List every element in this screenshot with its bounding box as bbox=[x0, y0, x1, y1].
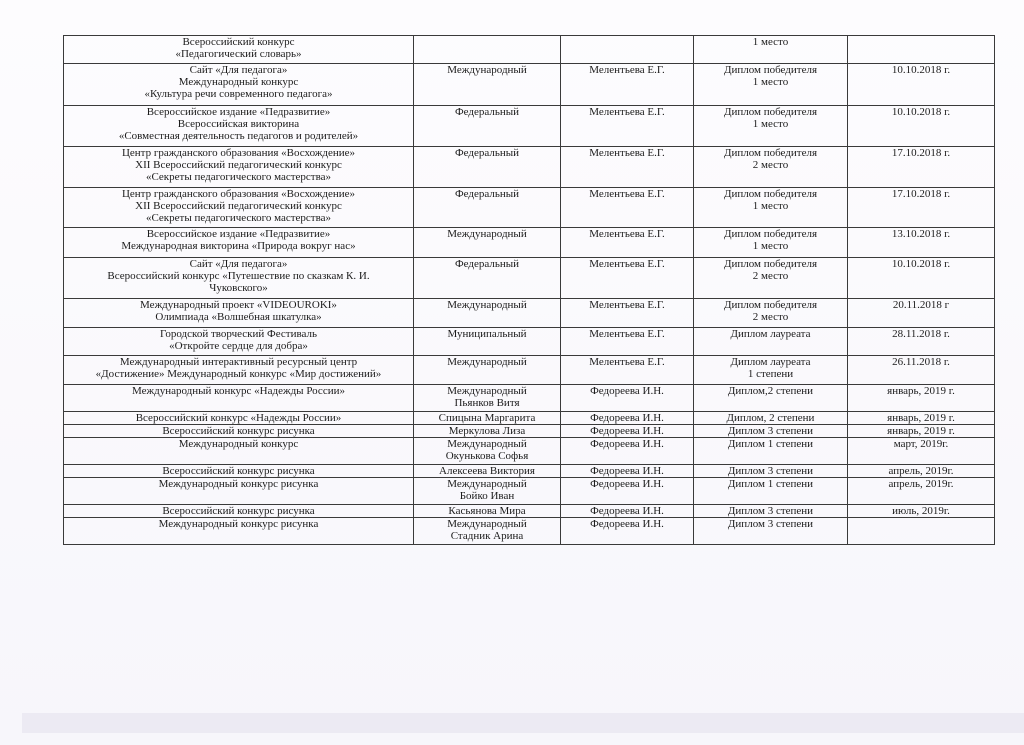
cell-event: Всероссийский конкурс «Педагогический словарь» bbox=[64, 36, 414, 64]
cell-date: апрель, 2019г. bbox=[848, 478, 995, 505]
table-row bbox=[64, 356, 995, 385]
cell-level: Федеральный bbox=[414, 106, 561, 147]
cell-date: июль, 2019г. bbox=[848, 505, 995, 518]
cell-result: Диплом победителя 2 место bbox=[694, 147, 848, 188]
cell-date: 10.10.2018 г. bbox=[848, 64, 995, 106]
cell-leader: Мелентьева Е.Г. bbox=[561, 356, 694, 385]
cell-date: март, 2019г. bbox=[848, 438, 995, 465]
table-row bbox=[64, 438, 995, 465]
cell-leader: Федореева И.Н. bbox=[561, 412, 694, 425]
cell-result: Диплом победителя 2 место bbox=[694, 299, 848, 328]
cell-level: Международный bbox=[414, 299, 561, 328]
cell-leader: Мелентьева Е.Г. bbox=[561, 106, 694, 147]
cell-date bbox=[848, 36, 995, 64]
table-row bbox=[64, 425, 995, 438]
cell-event: Центр гражданского образования «Восхождение» XII Всероссийский педагогический конкурс «Секреты педагогического мастерства» bbox=[64, 147, 414, 188]
cell-leader: Федореева И.Н. bbox=[561, 505, 694, 518]
cell-leader: Федореева И.Н. bbox=[561, 478, 694, 505]
cell-level: Спицына Маргарита bbox=[414, 412, 561, 425]
cell-result: Диплом победителя 1 место bbox=[694, 188, 848, 228]
cell-level bbox=[414, 36, 561, 64]
cell-level: Муниципальный bbox=[414, 328, 561, 356]
cell-date: 10.10.2018 г. bbox=[848, 106, 995, 147]
cell-event: Центр гражданского образования «Восхождение» XII Всероссийский педагогический конкурс «Секреты педагогического мастерства» bbox=[64, 188, 414, 228]
cell-event: Международный конкурс bbox=[64, 438, 414, 465]
scan-edge-strip bbox=[22, 713, 1024, 733]
cell-result: Диплом победителя 1 место bbox=[694, 64, 848, 106]
cell-result: Диплом 3 степени bbox=[694, 425, 848, 438]
cell-result: Диплом 3 степени bbox=[694, 465, 848, 478]
table-row bbox=[64, 106, 995, 147]
cell-level: Международный Бойко Иван bbox=[414, 478, 561, 505]
cell-event: Международный проект «VIDEOUROKI» Олимпиада «Волшебная шкатулка» bbox=[64, 299, 414, 328]
cell-result: Диплом победителя 2 место bbox=[694, 258, 848, 299]
cell-level: Международный bbox=[414, 228, 561, 258]
table-row bbox=[64, 147, 995, 188]
cell-event: Международный интерактивный ресурсный центр «Достижение» Международный конкурс «Мир достижений» bbox=[64, 356, 414, 385]
cell-event: Международный конкурс рисунка bbox=[64, 518, 414, 545]
cell-level: Международный bbox=[414, 356, 561, 385]
cell-result: Диплом лауреата 1 степени bbox=[694, 356, 848, 385]
table-row bbox=[64, 518, 995, 545]
cell-leader: Мелентьева Е.Г. bbox=[561, 147, 694, 188]
cell-leader: Федореева И.Н. bbox=[561, 465, 694, 478]
awards-table bbox=[63, 35, 995, 545]
cell-result: Диплом,2 степени bbox=[694, 385, 848, 412]
table-row bbox=[64, 299, 995, 328]
cell-leader: Мелентьева Е.Г. bbox=[561, 64, 694, 106]
cell-date: январь, 2019 г. bbox=[848, 385, 995, 412]
cell-leader: Федореева И.Н. bbox=[561, 518, 694, 545]
cell-event: Всероссийское издание «Педразвитие» Всероссийская викторина «Совместная деятельность педагогов и родителей» bbox=[64, 106, 414, 147]
cell-date: апрель, 2019г. bbox=[848, 465, 995, 478]
cell-result: 1 место bbox=[694, 36, 848, 64]
cell-date: 20.11.2018 г bbox=[848, 299, 995, 328]
table-row bbox=[64, 188, 995, 228]
cell-leader bbox=[561, 36, 694, 64]
table-row bbox=[64, 228, 995, 258]
cell-result: Диплом 3 степени bbox=[694, 505, 848, 518]
cell-event: Международный конкурс «Надежды России» bbox=[64, 385, 414, 412]
cell-result: Диплом 1 степени bbox=[694, 438, 848, 465]
cell-level: Международный bbox=[414, 64, 561, 106]
cell-level: Федеральный bbox=[414, 258, 561, 299]
cell-date: январь, 2019 г. bbox=[848, 425, 995, 438]
cell-date: 17.10.2018 г. bbox=[848, 188, 995, 228]
cell-event: Всероссийский конкурс «Надежды России» bbox=[64, 412, 414, 425]
cell-level: Алексеева Виктория bbox=[414, 465, 561, 478]
cell-leader: Мелентьева Е.Г. bbox=[561, 258, 694, 299]
cell-event: Всероссийское издание «Педразвитие» Международная викторина «Природа вокруг нас» bbox=[64, 228, 414, 258]
cell-leader: Мелентьева Е.Г. bbox=[561, 188, 694, 228]
cell-date: 28.11.2018 г. bbox=[848, 328, 995, 356]
cell-date: 17.10.2018 г. bbox=[848, 147, 995, 188]
table-row bbox=[64, 36, 995, 64]
cell-date: 13.10.2018 г. bbox=[848, 228, 995, 258]
cell-level: Международный Стадник Арина bbox=[414, 518, 561, 545]
cell-result: Диплом 3 степени bbox=[694, 518, 848, 545]
cell-result: Диплом победителя 1 место bbox=[694, 228, 848, 258]
cell-event: Городской творческий Фестиваль «Откройте сердце для добра» bbox=[64, 328, 414, 356]
cell-event: Сайт «Для педагога» Международный конкурс «Культура речи современного педагога» bbox=[64, 64, 414, 106]
cell-date: 26.11.2018 г. bbox=[848, 356, 995, 385]
cell-level: Федеральный bbox=[414, 188, 561, 228]
cell-level: Касьянова Мира bbox=[414, 505, 561, 518]
cell-level: Федеральный bbox=[414, 147, 561, 188]
cell-event: Сайт «Для педагога» Всероссийский конкурс «Путешествие по сказкам К. И. Чуковского» bbox=[64, 258, 414, 299]
cell-date: январь, 2019 г. bbox=[848, 412, 995, 425]
table-row bbox=[64, 328, 995, 356]
cell-date: 10.10.2018 г. bbox=[848, 258, 995, 299]
table-row bbox=[64, 412, 995, 425]
table-row bbox=[64, 478, 995, 505]
table-row bbox=[64, 258, 995, 299]
cell-event: Всероссийский конкурс рисунка bbox=[64, 505, 414, 518]
cell-event: Всероссийский конкурс рисунка bbox=[64, 425, 414, 438]
cell-leader: Мелентьева Е.Г. bbox=[561, 328, 694, 356]
cell-leader: Федореева И.Н. bbox=[561, 385, 694, 412]
table-row bbox=[64, 465, 995, 478]
cell-result: Диплом победителя 1 место bbox=[694, 106, 848, 147]
cell-level: Меркулова Лиза bbox=[414, 425, 561, 438]
table-row bbox=[64, 64, 995, 106]
cell-leader: Мелентьева Е.Г. bbox=[561, 299, 694, 328]
cell-level: Международный Пьянков Витя bbox=[414, 385, 561, 412]
cell-event: Всероссийский конкурс рисунка bbox=[64, 465, 414, 478]
cell-leader: Федореева И.Н. bbox=[561, 425, 694, 438]
cell-result: Диплом, 2 степени bbox=[694, 412, 848, 425]
table-row bbox=[64, 385, 995, 412]
table-row bbox=[64, 505, 995, 518]
cell-leader: Федореева И.Н. bbox=[561, 438, 694, 465]
cell-leader: Мелентьева Е.Г. bbox=[561, 228, 694, 258]
cell-result: Диплом лауреата bbox=[694, 328, 848, 356]
cell-event: Международный конкурс рисунка bbox=[64, 478, 414, 505]
cell-date bbox=[848, 518, 995, 545]
cell-level: Международный Окунькова Софья bbox=[414, 438, 561, 465]
cell-result: Диплом 1 степени bbox=[694, 478, 848, 505]
